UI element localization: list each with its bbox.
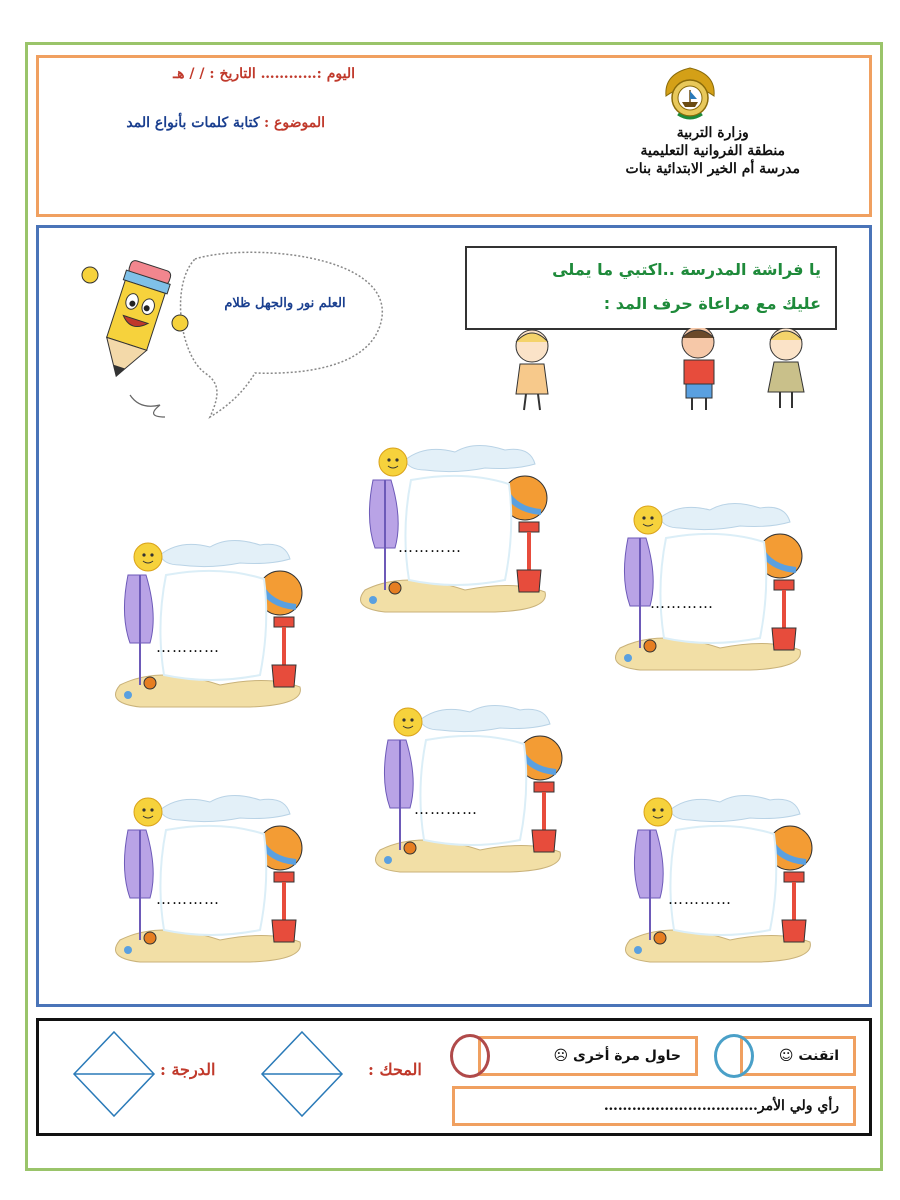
instruction-line-2: عليك مع مراعاة حرف المد :	[603, 294, 821, 313]
pencil-mascot-illustration	[70, 245, 400, 425]
answer-blank-4[interactable]: …………	[414, 800, 478, 818]
grade-diamond[interactable]	[72, 1030, 156, 1118]
answer-blank-2[interactable]: …………	[650, 594, 714, 612]
try-again-label: حاول مرة أخرى ☹	[553, 1048, 681, 1064]
topic-label: الموضوع :	[264, 115, 325, 131]
try-again-option[interactable]	[478, 1036, 698, 1076]
school-name-block	[626, 124, 800, 178]
beach-frame-6	[610, 790, 820, 965]
beach-frame-5	[100, 790, 310, 965]
parent-opinion-field[interactable]	[452, 1086, 856, 1126]
school-name: مدرسة أم الخير الابتدائية بنات	[625, 161, 800, 177]
date-line: اليوم :………… التاريخ : / / هـ	[173, 66, 355, 82]
speech-bubble-text: العلم نور والجهل ظلام	[224, 296, 346, 311]
instruction-sign	[465, 246, 837, 330]
mastered-label: اتقنت ☺	[778, 1048, 839, 1064]
criterion-diamond[interactable]	[260, 1030, 344, 1118]
beach-frame-3	[100, 535, 310, 710]
topic-value: كتابة كلمات بأنواع المد	[126, 115, 260, 131]
beach-frame-1	[345, 440, 555, 615]
topic-line	[126, 115, 325, 131]
ministry-emblem-icon	[660, 62, 720, 124]
answer-blank-5[interactable]: …………	[156, 890, 220, 908]
parent-opinion-label: رأي ولي الأمر……………………………	[603, 1098, 839, 1114]
beach-frame-2	[600, 498, 810, 673]
grade-label: الدرجة :	[160, 1060, 216, 1079]
ministry-name: وزارة التربية	[676, 125, 749, 141]
beach-frame-4	[360, 700, 570, 875]
mastered-circle[interactable]	[714, 1034, 754, 1078]
region-name: منطقة الفروانية التعليمية	[640, 143, 786, 159]
answer-blank-6[interactable]: …………	[668, 890, 732, 908]
answer-blank-1[interactable]: …………	[398, 538, 462, 556]
answer-blank-3[interactable]: …………	[156, 638, 220, 656]
criterion-label: المحك :	[368, 1060, 422, 1079]
kids-holding-sign-illustration	[490, 328, 830, 414]
instruction-line-1: يا فراشة المدرسة ..اكتبي ما يملى	[552, 260, 821, 279]
mastered-option[interactable]	[740, 1036, 856, 1076]
try-again-circle[interactable]	[450, 1034, 490, 1078]
